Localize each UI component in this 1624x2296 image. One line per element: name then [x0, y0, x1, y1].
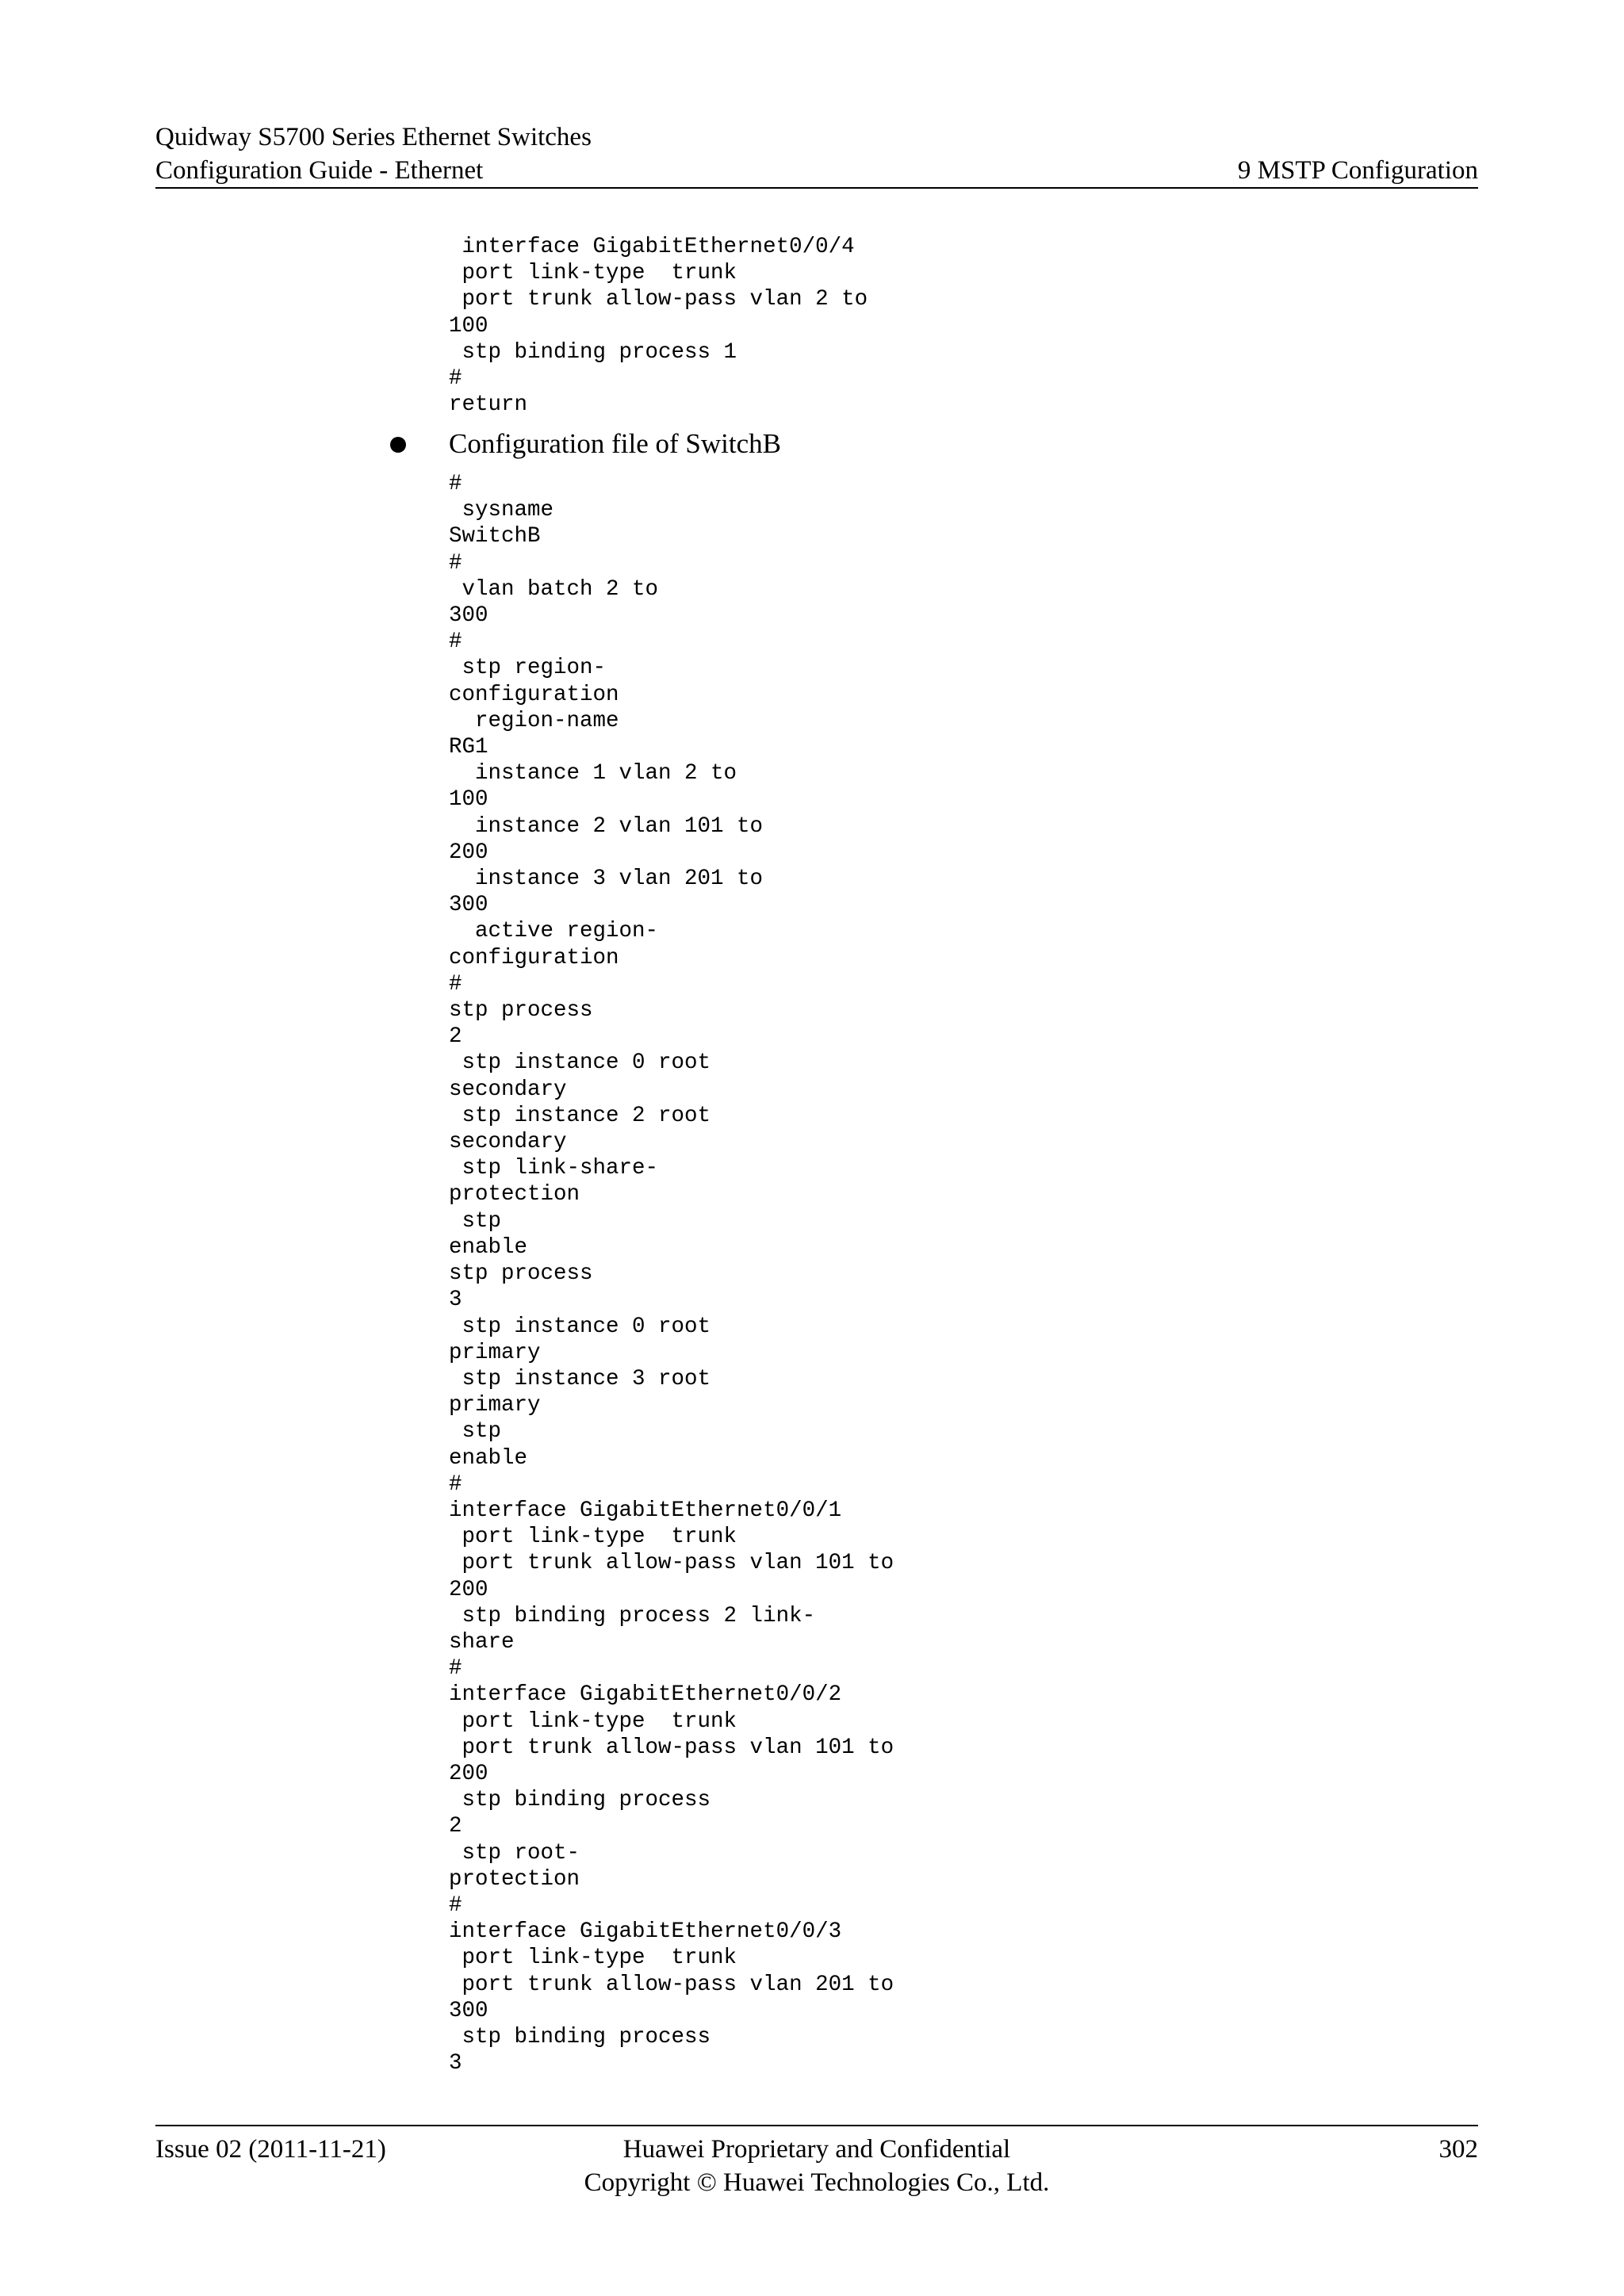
page-footer — [155, 2125, 1478, 2197]
footer-copyright: Copyright © Huawei Technologies Co., Ltd. — [584, 2168, 1050, 2197]
header-guide-title: Configuration Guide - Ethernet — [155, 156, 484, 185]
page-header — [155, 121, 1478, 189]
footer-confidential: Huawei Proprietary and Confidential — [622, 2135, 1011, 2164]
footer-legal — [155, 2133, 1478, 2199]
footer-page-number: 302 — [1438, 2135, 1478, 2164]
footer-issue: Issue 02 (2011-11-21) — [155, 2135, 386, 2164]
header-product-title: Quidway S5700 Series Ethernet Switches — [155, 123, 592, 151]
code-block-switchb-config: # sysname SwitchB # vlan batch 2 to 300 # stp region- configuration region-name RG1 instance 1 vlan 2 to 100 instance 2 vlan 101 to 200 instance 3 vlan 201 to 300 active region- configuration # stp process 2 stp instance 0 root secondary stp instance 2 root secondary stp link-share- protection stp enable stp process 3 stp instance 0 root primary stp instance 3 root primary stp enable # interface GigabitEthernet0/0/1 port link-type trunk port trunk allow-pass vlan 101 to 200 stp binding process 2 link- share # interface GigabitEthernet0/0/2 port link-type trunk port trunk allow-pass vlan 101 to 200 stp binding process 2 stp root- protection # interface GigabitEthernet0/0/3 port link-type trunk port trunk allow-pass vlan 201 to 300 stp binding process 3 — [449, 472, 894, 2076]
bullet-dot-icon — [390, 437, 406, 453]
bullet-text: Configuration file of SwitchB — [449, 428, 781, 459]
code-block-switcha-tail: interface GigabitEthernet0/0/4 port link-type trunk port trunk allow-pass vlan 2 to 100 stp binding process 1 # return — [449, 235, 868, 418]
header-chapter-title: 9 MSTP Configuration — [1237, 156, 1478, 185]
header-document-info — [155, 121, 592, 187]
